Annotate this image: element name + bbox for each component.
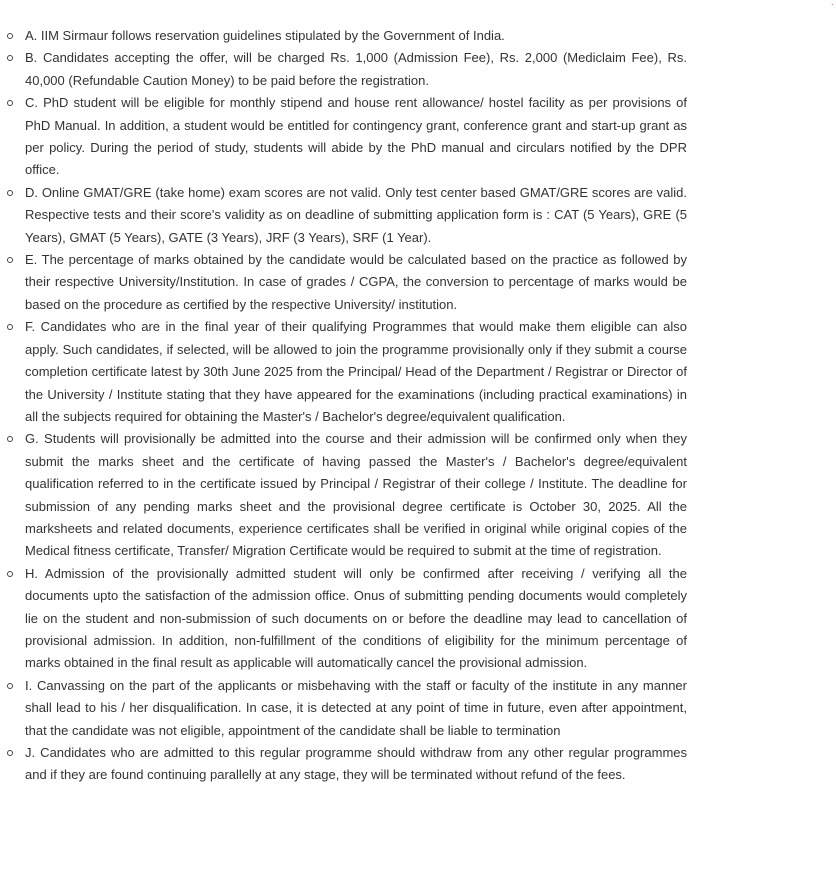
guidelines-section	[0, 25, 836, 787]
bullet-icon	[7, 100, 13, 106]
guideline-text: F. Candidates who are in the final year of their qualifying Programmes that would make them eligible can also apply. Such candidates, if selected, will be allowed to join the programme provisionally only if they submit a course completion certificate latest by 30th June 2025 from the Principal/ Head of the Department / Registrar or Director of the University / Institute stating that they have appeared for the examinations (including practical examinations) in all the subjects required for obtaining the Master's / Bachelor's degree/equivalent qualification.	[25, 319, 687, 424]
list-item	[0, 428, 836, 562]
list-item	[0, 675, 836, 742]
list-item	[0, 563, 836, 675]
list-item	[0, 316, 836, 428]
bullet-icon	[7, 683, 13, 689]
list-item	[0, 182, 836, 249]
list-item	[0, 742, 836, 787]
guideline-text: H. Admission of the provisionally admitted student will only be confirmed after receiving / verifying all the documents upto the satisfaction of the admission office. Onus of submitting pending documents would completely lie on the student and non-submission of such documents on or before the deadline may lead to cancellation of provisional admission. In addition, non-fulfillment of the conditions of eligibility for the minimum percentage of marks obtained in the final result as applicable will automatically cancel the provisional admission.	[25, 565, 687, 671]
guideline-text: G. Students will provisionally be admitted into the course and their admission will be confirmed only when they submit the marks sheet and the certificate of having passed the Master's / Bachelor's degree/equivalent qualification referred to in the certificate issued by Principal / Registrar of their college / Institute. The deadline for submission of any pending marks sheet and the provisional degree certificate is October 30, 2025. All the marksheets and related documents, experience certificates shall be verified in original while original copies of the Medical fitness certificate, Transfer/ Migration Certificate would be required to submit at the time of registration.	[25, 431, 687, 559]
guidelines-list	[0, 25, 836, 787]
corner-mark: ·	[830, 0, 834, 10]
list-item	[0, 92, 836, 182]
guideline-text: A. IIM Sirmaur follows reservation guidelines stipulated by the Government of India.	[25, 28, 505, 43]
list-item	[0, 249, 836, 316]
guideline-text: C. PhD student will be eligible for monthly stipend and house rent allowance/ hostel facility as per provisions of PhD Manual. In addition, a student would be entitled for contingency grant, conference grant and start-up grant as per policy. During the period of study, students will abide by the PhD manual and circulars notified by the DPR office.	[25, 95, 687, 178]
guideline-text: I. Canvassing on the part of the applicants or misbehaving with the staff or faculty of the institute in any manner shall lead to his / her disqualification. In case, it is detected at any point of time in future, even after appointment, that the candidate was not eligible, appointment of the candidate shall be liable to termination	[25, 677, 687, 738]
bullet-icon	[7, 257, 13, 263]
bullet-icon	[7, 190, 13, 196]
guideline-text: D. Online GMAT/GRE (take home) exam scores are not valid. Only test center based GMAT/GRE scores are valid. Respective tests and their score's validity as on deadline of submitting application form is : CAT (5 Years), GRE (5 Years), GMAT (5 Years), GATE (3 Years), JRF (3 Years), SRF (1 Year).	[25, 184, 687, 245]
list-item	[0, 47, 836, 92]
guideline-text: B. Candidates accepting the offer, will be charged Rs. 1,000 (Admission Fee), Rs. 2,000 (Mediclaim Fee), Rs. 40,000 (Refundable Caution Money) to be paid before the registration.	[25, 50, 687, 88]
bullet-icon	[7, 750, 13, 756]
bullet-icon	[7, 55, 13, 61]
bullet-icon	[7, 33, 13, 39]
bullet-icon	[7, 436, 13, 442]
bullet-icon	[7, 571, 13, 577]
bullet-icon	[7, 324, 13, 330]
list-item	[0, 25, 836, 47]
guideline-text: J. Candidates who are admitted to this regular programme should withdraw from any other regular programmes and if they are found continuing parallelly at any stage, they will be terminated without refund of the fees.	[25, 745, 687, 783]
guideline-text: E. The percentage of marks obtained by the candidate would be calculated based on the practice as followed by their respective University/Institution. In case of grades / CGPA, the conversion to percentage of marks would be based on the procedure as certified by the respective University/ institution.	[25, 252, 687, 312]
